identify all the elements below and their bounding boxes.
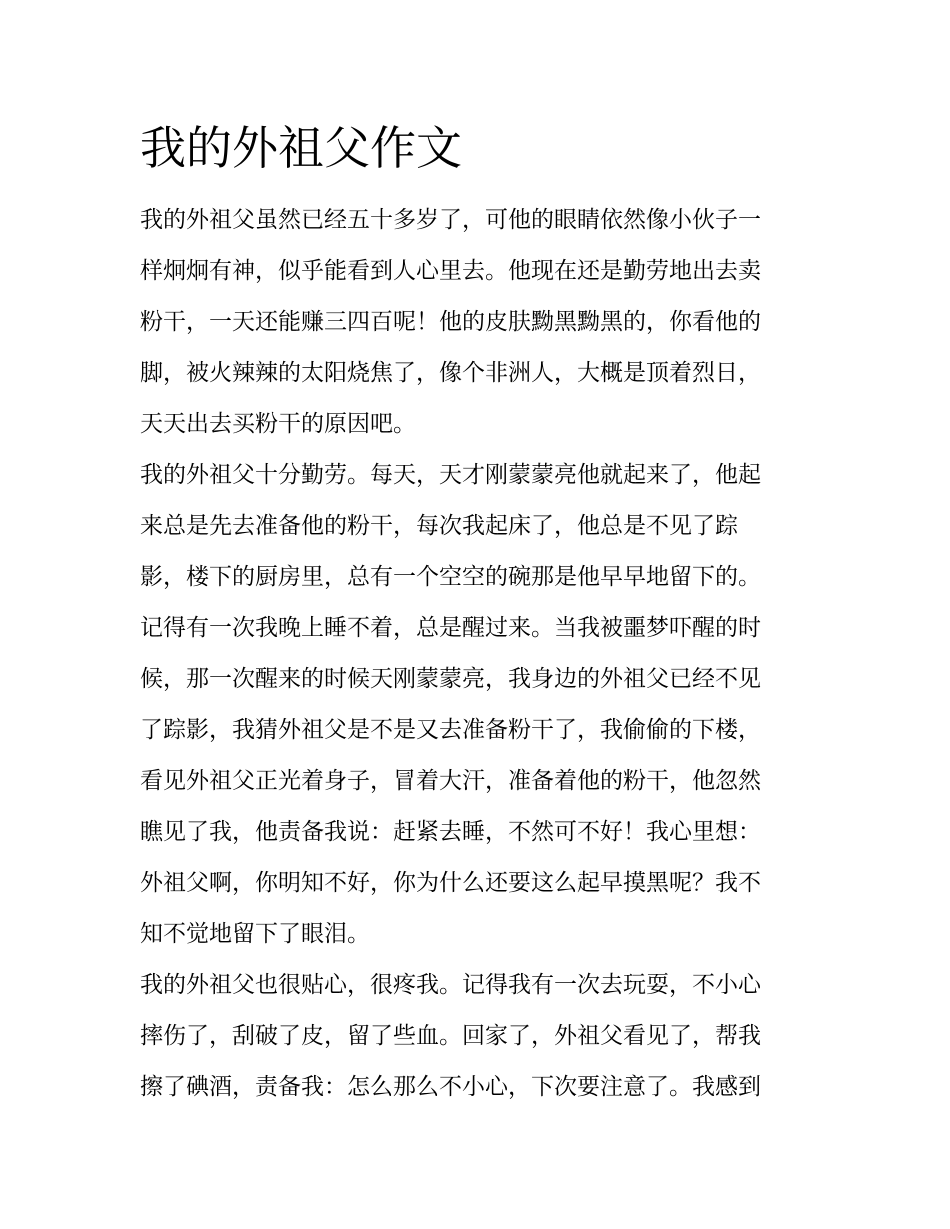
body-line: 我的外祖父十分勤劳。每天，天才刚蒙蒙亮他就起来了，他起 <box>140 462 761 488</box>
body-line: 候，那一次醒来的时候天刚蒙蒙亮，我身边的外祖父已经不见 <box>140 666 761 692</box>
body-line: 样炯炯有神，似乎能看到人心里去。他现在还是勤劳地出去卖 <box>140 258 761 284</box>
body-line: 擦了碘酒，责备我：怎么那么不小心，下次要注意了。我感到 <box>140 1074 761 1100</box>
body-line: 看见外祖父正光着身子，冒着大汗，准备着他的粉干，他忽然 <box>140 768 761 794</box>
document-title: 我的外祖父作文 <box>140 121 462 175</box>
body-line: 来总是先去准备他的粉干，每次我起床了，他总是不见了踪 <box>140 513 738 539</box>
body-line: 粉干，一天还能赚三四百呢！他的皮肤黝黑黝黑的，你看他的 <box>140 309 761 335</box>
body-line: 摔伤了，刮破了皮，留了些血。回家了，外祖父看见了，帮我 <box>140 1023 761 1049</box>
body-line: 我的外祖父虽然已经五十多岁了，可他的眼睛依然像小伙子一 <box>140 207 761 233</box>
body-line: 记得有一次我晚上睡不着，总是醒过来。当我被噩梦吓醒的时 <box>140 615 761 641</box>
body-line: 瞧见了我，他责备我说：赶紧去睡，不然可不好！我心里想： <box>140 819 761 845</box>
body-line: 知不觉地留下了眼泪。 <box>140 921 370 947</box>
body-line: 了踪影，我猜外祖父是不是又去准备粉干了，我偷偷的下楼， <box>140 717 761 743</box>
document-body <box>140 195 820 1113</box>
body-line: 我的外祖父也很贴心，很疼我。记得我有一次去玩耍，不小心 <box>140 972 761 998</box>
body-line: 影，楼下的厨房里，总有一个空空的碗那是他早早地留下的。 <box>140 564 761 590</box>
body-line: 脚，被火辣辣的太阳烧焦了，像个非洲人，大概是顶着烈日， <box>140 360 761 386</box>
body-line: 天天出去买粉干的原因吧。 <box>140 411 416 437</box>
body-line: 外祖父啊，你明知不好，你为什么还要这么起早摸黑呢？我不 <box>140 870 761 896</box>
